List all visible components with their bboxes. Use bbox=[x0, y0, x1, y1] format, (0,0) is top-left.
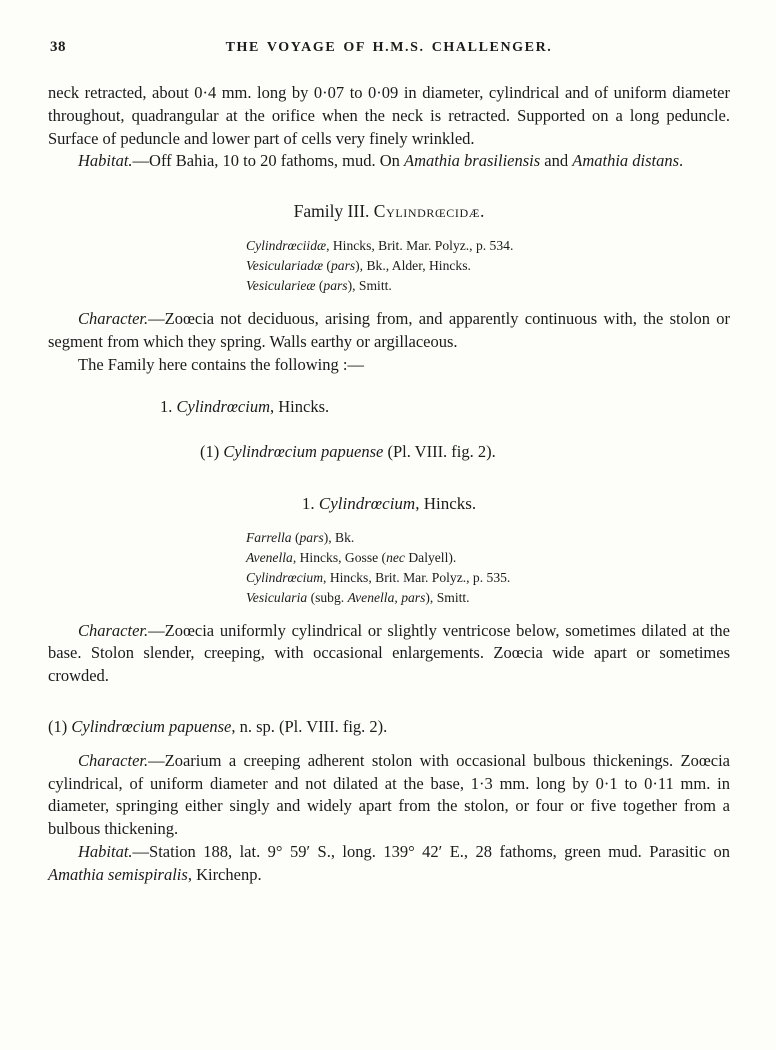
heading-species-papuense bbox=[48, 716, 730, 739]
paragraph-neck-description bbox=[48, 82, 730, 150]
text-segment: Vesicularieæ bbox=[246, 278, 316, 293]
text-segment: , n. sp. (Pl. VIII. fig. 2). bbox=[231, 716, 388, 736]
list-item-species-papuense bbox=[200, 441, 730, 464]
text-segment: Cylindrœcium bbox=[176, 397, 270, 417]
text-segment: —Zoœcia not deciduous, arising from, and apparently continuous with, the stolon or segment from which they spring. Walls earthy or argillaceous. bbox=[48, 308, 730, 351]
page-body bbox=[48, 82, 730, 886]
text-segment: Avenella bbox=[246, 549, 293, 565]
synonymy-line bbox=[246, 276, 730, 296]
genus-species-list bbox=[48, 396, 730, 464]
text-segment: . bbox=[480, 201, 485, 222]
text-segment: ), Smitt. bbox=[425, 589, 470, 605]
text-segment: Habitat. bbox=[78, 841, 133, 861]
text-segment: , bbox=[394, 589, 402, 605]
text-segment: ), Smitt. bbox=[347, 278, 392, 293]
synonymy-line bbox=[246, 256, 730, 276]
text-segment: , Hincks, Brit. Mar. Polyz., p. 534. bbox=[326, 238, 514, 254]
text-segment: , Kirchenp. bbox=[187, 864, 262, 884]
text-segment: —Zoarium a creeping adherent stolon with occasional bulbous thickenings. Zoœcia cylindrical, of uniform diameter and not dilated at the base, 1·3 mm. long by 0·1 to 0·11 mm. in diameter, springing either singly and widely apart from the stolon, or four or five together from a bulbous thickening. bbox=[48, 750, 730, 839]
text-segment: —Station 188, lat. 9° 59′ S., long. 139° 42′ E., 28 fathoms, green mud. Parasitic on bbox=[132, 841, 730, 861]
text-segment: . bbox=[679, 151, 684, 171]
text-segment: Family III. bbox=[293, 201, 374, 222]
text-segment: Vesiculariadæ bbox=[246, 258, 324, 274]
paragraph-habitat-station bbox=[48, 841, 730, 887]
synonymy-line bbox=[246, 568, 730, 588]
synonymy-list-family bbox=[246, 236, 730, 296]
text-segment: ), Bk. bbox=[323, 529, 355, 545]
text-segment: Dalyell). bbox=[404, 549, 457, 565]
text-segment: Farrella bbox=[246, 529, 292, 545]
text-segment: Cylindrœcium papuense bbox=[71, 716, 232, 736]
text-segment: 1. bbox=[301, 493, 319, 513]
text-segment: Character. bbox=[78, 308, 149, 328]
synonymy-line bbox=[246, 528, 730, 548]
text-segment: Habitat. bbox=[78, 151, 133, 171]
paragraph-family-contains bbox=[48, 354, 730, 377]
heading-family-iii-cylindroecidae bbox=[48, 201, 730, 222]
text-segment: and bbox=[540, 151, 573, 171]
text-segment: Cylindrœciidæ bbox=[246, 238, 327, 254]
synonymy-line bbox=[246, 236, 730, 256]
text-segment: , Hincks, Gosse ( bbox=[292, 549, 387, 565]
text-segment: Character. bbox=[78, 620, 149, 640]
text-segment: —Zoœcia uniformly cylindrical or slightly ventricose below, sometimes dilated at the base. Stolon slender, creeping, with occasional enlargements. Zoœcia wide apart or sometimes crowded. bbox=[48, 620, 730, 686]
text-segment: , Hincks. bbox=[415, 493, 477, 513]
text-segment: Vesicularia bbox=[246, 589, 308, 605]
paragraph-character-family bbox=[48, 308, 730, 354]
text-segment: The Family here contains the following :— bbox=[78, 354, 364, 374]
list-item-genus-cylindroecium bbox=[160, 396, 730, 419]
text-segment: pars bbox=[299, 529, 324, 545]
text-segment: pars bbox=[323, 278, 348, 293]
running-title: THE VOYAGE OF H.M.S. CHALLENGER. bbox=[225, 40, 553, 55]
synonymy-line bbox=[246, 588, 730, 608]
text-segment: nec bbox=[386, 549, 405, 565]
text-segment: Cylindrœcium bbox=[246, 569, 324, 585]
heading-genus-cylindroecium bbox=[48, 494, 730, 514]
text-segment: —Off Bahia, 10 to 20 fathoms, mud. On bbox=[132, 151, 405, 171]
text-segment: ( bbox=[291, 529, 300, 545]
text-segment: (1) bbox=[200, 442, 224, 462]
page-header bbox=[48, 38, 730, 60]
text-segment: ), Bk., Alder, Hincks. bbox=[355, 258, 471, 274]
text-segment: (1) bbox=[48, 716, 72, 736]
text-segment: Amathia semispiralis bbox=[48, 864, 188, 884]
text-segment: neck retracted, about 0·4 mm. long by 0·07 to 0·09 in diameter, cylindrical and of uniform diameter throughout, quadrangular at the orifice when the neck is retracted. Supported on a long peduncle. Surface of peduncle and lower part of cells very finely wrinkled. bbox=[48, 83, 730, 148]
text-segment: Cylindrœcidæ bbox=[373, 201, 481, 222]
synonymy-list-genus bbox=[246, 528, 730, 608]
text-segment: ( bbox=[323, 258, 331, 274]
text-segment: (subg. bbox=[307, 589, 348, 605]
paragraph-character-species bbox=[48, 750, 730, 841]
text-segment: ( bbox=[315, 278, 324, 293]
text-segment: 1. bbox=[160, 397, 177, 417]
text-segment: , Hincks. bbox=[270, 397, 330, 417]
text-segment: (Pl. VIII. fig. 2). bbox=[383, 442, 496, 462]
page-number: 38 bbox=[50, 39, 66, 55]
text-segment: Avenella bbox=[347, 589, 395, 605]
synonymy-line bbox=[246, 548, 730, 568]
paragraph-character-genus bbox=[48, 620, 730, 688]
paragraph-habitat-bahia bbox=[48, 150, 730, 173]
text-segment: Character. bbox=[78, 750, 149, 770]
text-segment: Cylindrœcium papuense bbox=[223, 442, 384, 462]
text-segment: pars bbox=[401, 589, 426, 605]
text-segment: , Hincks, Brit. Mar. Polyz., p. 535. bbox=[323, 569, 511, 585]
text-segment: Cylindrœcium bbox=[318, 493, 416, 513]
text-segment: Amathia brasiliensis bbox=[404, 151, 541, 171]
text-segment: Amathia distans bbox=[572, 151, 680, 171]
text-segment: pars bbox=[330, 258, 356, 274]
